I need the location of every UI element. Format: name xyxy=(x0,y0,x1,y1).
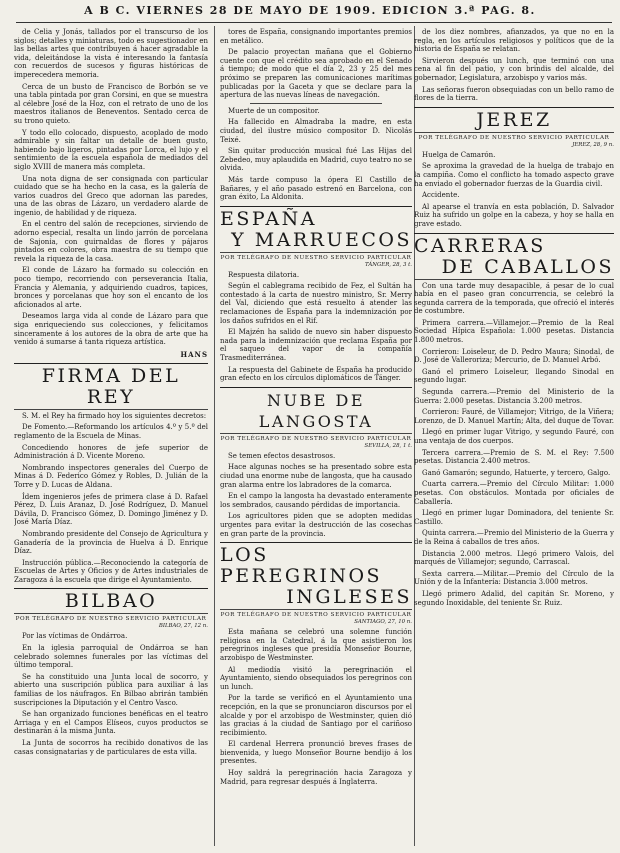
section-subtitle: DE CABALLOS xyxy=(441,255,614,278)
article-paragraph: Segunda carrera.—Premio del Ministerio de la Guerra: 2.000 pesetas. Distancia 3.200 metros. xyxy=(414,388,614,405)
article-paragraph: de los diez nombres, afianzados, ya que no en la regla, en los artículos religiosos y políticos que de la historia de España se relatan. xyxy=(414,28,614,54)
article-paragraph: Con una tarde muy desapacible, á pesar de lo cual había en el paseo gran concurrencia, se celebró la segunda carrera de la temporada, que ofreció el interés de costumbre. xyxy=(414,281,614,316)
article-paragraph: Distancia 2.000 metros. Llegó primero Valois, del marqués de Villamejor; segundo, Carrascal. xyxy=(414,549,614,567)
section-subtitle: Y MARRUECOS xyxy=(231,228,412,251)
section-title: LOS PEREGRINOS xyxy=(220,544,383,588)
article-paragraph: Ganó Gamarón; segundo, Hatuerte, y tercero, Galgo. xyxy=(422,468,611,477)
article-paragraph: Llegó en primer lugar Dominadora, del teniente Sr. Castillo. xyxy=(414,509,614,526)
article-paragraph: Cuarta carrera.—Premio del Círculo Militar: 1.000 pesetas. Con obstáculos. Montada por oficiales de Caballería. xyxy=(414,480,614,506)
section-title: ESPAÑA xyxy=(220,207,317,230)
article-paragraph: Instrucción pública.—Reconociendo la categoría de Escuelas de Artes y Oficios y de Artes industriales de Zaragoza á la escuela que dirige el Ayuntamiento. xyxy=(14,558,208,584)
article-paragraph: Se ha constituido una Junta local de socorro, y abierto una suscripción pública para auxiliar á las familias de los náufragos. En Bilbao abrirán también suscripciones la Diputación y el Centro Vasco. xyxy=(14,672,208,707)
article-paragraph: Deseamos larga vida al conde de Lázaro para que siga enriqueciendo sus colecciones, y felicitamos sinceramente á los autores de la obra de arte que ha venido á sumarse á tanta riqueza artística. xyxy=(14,312,208,347)
article-paragraph: La respuesta del Gabinete de España ha producido gran efecto en los círculos diplomáticos de Tánger. xyxy=(220,365,412,383)
byline: POR TELÉGRAFO DE NUESTRO SERVICIO PARTICULAR xyxy=(220,612,412,619)
article-paragraph: Llegó en primer lugar Vitrigo, y segundo Fauré, con una ventaja de dos cuerpos. xyxy=(414,428,614,445)
byline: POR TELÉGRAFO DE NUESTRO SERVICIO PARTICULAR xyxy=(220,254,412,261)
section-subtitle: INGLESES xyxy=(286,586,412,609)
section-title: BILBAO xyxy=(64,590,158,613)
article-paragraph: Las señoras fueron obsequiadas con un bello ramo de flores de la tierra. xyxy=(414,85,614,103)
dateline: SEVILLA, 28, 1 t. xyxy=(364,442,412,449)
article-paragraph: Por la tarde se verificó en el Ayuntamiento una recepción, en la que se pronunciaron discursos por el alcalde y por el arzobispo de Westminster, quien dió las gracias á la ciudad de Santiago por el cariñoso recibimiento. xyxy=(220,694,412,737)
article-paragraph: Se aproxima la gravedad de la huelga de trabajo en la campiña. Como el conflicto ha tomado aspecto grave ha enviado el gobernador fuerzas de la Guardia civil. xyxy=(414,162,614,188)
article-paragraph: Hace algunas noches se ha presentado sobre esta ciudad una enorme nube de langosta, que ha causado gran alarma entre los labradores de la comarca. xyxy=(220,463,412,489)
column-divider xyxy=(214,26,215,846)
article-paragraph: Accidente. xyxy=(422,191,460,200)
article-paragraph: De Fomento.—Reformando los artículos 4.º y 5.º del reglamento de la Escuela de Minas. xyxy=(14,423,208,440)
article-paragraph: Sirvieron después un lunch, que terminó con una cena al fin del patio, y con brindis del alcalde, del gobernador, Legislatura, arzobispo y varios más. xyxy=(414,56,614,82)
article-paragraph: La Junta de socorros ha recibido donativos de las casas consignatarias y de particulares de esta villa. xyxy=(14,739,208,756)
article-signature: HANS xyxy=(180,349,208,359)
section-firma xyxy=(14,363,208,410)
article-paragraph: Ídem ingenieros jefes de primera clase á D. Rafael Pérez, D. Luis Aranaz, D. José Rodríguez, D. Manuel Dávila, D. Francisco Gómez, D. Domingo Jiménez y D. José María Díaz. xyxy=(14,492,208,527)
article-paragraph: Por las víctimas de Ondárroa. xyxy=(22,632,128,641)
byline: POR TELÉGRAFO DE NUESTRO SERVICIO PARTICULAR xyxy=(418,134,610,141)
article-paragraph: El conde de Lázaro ha formado su colección en poco tiempo, recorriendo con perseverancia Italia, Francia y Alemania, y adquiriendo cuadros, tapices, bronces y porcelanas que hoy son el encanto de los aficionados al arte. xyxy=(14,266,208,309)
article-paragraph: Nombrando inspectores generales del Cuerpo de Minas á D. Federico Gómez y Robles, D. Julián de la Torre y D. Lucas de Aldana. xyxy=(14,463,208,489)
article-paragraph: Corrieron: Fauré, de Villamejor; Vitrigo, de la Viñera; Lorenzo, de D. Manuel Martín; Alta, del duque de Tovar. xyxy=(414,408,614,425)
article-paragraph: Llegó primero Adalid, del capitán Sr. Moreno, y segundo Inoxidable, del teniente Sr. Ruiz. xyxy=(414,589,614,607)
article-paragraph: Quinta carrera.—Premio del Ministerio de la Guerra y de la Reina á caballos de tres años. xyxy=(414,529,614,546)
article-paragraph: Tercera carrera.—Premio de S. M. el Rey: 7.500 pesetas. Distancia 2.400 metros. xyxy=(414,448,614,466)
section-jerez xyxy=(414,107,614,133)
dateline: TÁNGER, 28, 3 t. xyxy=(365,261,412,268)
article-paragraph: Y todo ello colocado, dispuesto, acoplado de modo admirable y sin faltar un detalle de buen gusto, habiendo bajo ligeros, pintadas por Lorca, el lujo y el sentimiento de la escuela española de mediados del siglo XVIII de manera más completa. xyxy=(14,128,208,171)
section-title: CARRERAS xyxy=(414,234,546,257)
section-bilbao xyxy=(14,588,208,614)
column-2 xyxy=(220,28,412,846)
dateline: BILBAO, 27, 12 n. xyxy=(158,623,208,630)
article-paragraph: Sexta carrera.—Militar.—Premio del Círculo de la Unión y de la Infantería: Distancia 3.000 metros. xyxy=(414,569,614,587)
separator xyxy=(250,103,382,104)
article-paragraph: Muerte de un compositor. xyxy=(228,106,320,115)
article-paragraph: Los agricultores piden que se adopten medidas urgentes para evitar la destrucción de las cosechas en gran parte de la provincia. xyxy=(220,512,412,538)
article-paragraph: Más tarde compuso la ópera El Castillo de Bañares, y el año pasado estrenó en Barcelona, con gran éxito, La Aldonita. xyxy=(220,175,412,202)
article-paragraph: En el centro del salón de recepciones, sirviendo de adorno especial, resalta un lindo jarrón de porcelana de Sajonia, con guirnaldas de flores y pájaros pintados en colores, obra maestra de su tiempo que revela la riqueza de la casa. xyxy=(14,220,208,263)
article-paragraph: tores de España, consignando importantes premios en metálico. xyxy=(220,28,412,45)
article-paragraph: Ganó el primero Loiseleur, llegando Sinodal en segundo lugar. xyxy=(414,367,614,385)
article-paragraph: Al mediodía visitó la peregrinación el Ayuntamiento, siendo obsequiados los peregrinos con un lunch. xyxy=(220,665,412,691)
article-paragraph: Concediendo honores de jefe superior de Administración á D. Vicente Moreno. xyxy=(14,443,208,461)
header-rule xyxy=(16,22,612,23)
column-3 xyxy=(414,28,614,846)
section-espana xyxy=(220,206,412,253)
article-paragraph: En la iglesia parroquial de Ondárroa se han celebrado solemnes funerales por las víctimas del último temporal. xyxy=(14,644,208,670)
article-paragraph: Hoy saldrá la peregrinación hacia Zaragoza y Madrid, para regresar después á Inglaterra. xyxy=(220,769,412,786)
article-paragraph: Al apearse el tranvía en esta población, D. Salvador Ruiz ha sufrido un golpe en la cabeza, y hoy se halla en grave estado. xyxy=(414,202,614,228)
article-paragraph: Cerca de un busto de Francisco de Borbón se ve una tabla pintada por gran Corsini, en que se muestra al célebre José de la Hoz, con el retrato de uno de los maestros italianos de Beneventos. Sentado cerca de su trono quieto. xyxy=(14,82,208,125)
section-title: NUBE DE LANGOSTA xyxy=(258,390,374,431)
article-paragraph: Corrieron: Loiseleur, de D. Pedro Maura; Sinodal, de D. José de Valleroriza; Mercurio, de D. Manuel Arbó. xyxy=(414,347,614,365)
article-paragraph: S. M. el Rey ha firmado hoy los siguientes decretos: xyxy=(22,411,207,420)
article-paragraph: Según el cablegrama recibido de Fez, el Sultán ha contestado á la carta de nuestro ministro, Sr. Merry del Val, diciendo que está resuelto á atender las reclamaciones de España para la indemnización por los daños sufridos en el Rif. xyxy=(220,282,412,325)
article-paragraph: Huelga de Camarón. xyxy=(422,150,496,159)
byline: POR TELÉGRAFO DE NUESTRO SERVICIO PARTICULAR xyxy=(220,435,412,442)
article-paragraph: Esta mañana se celebró una solemne función religiosa en la Catedral, á la que asistieron los peregrinos ingleses que presidía Monseñor Bourne, arzobispo de Westminster. xyxy=(220,628,412,662)
section-carreras xyxy=(414,233,614,280)
article-paragraph: El Majzén ha salido de nuevo sin haber dispuesto nada para la indemnización que reclama España por el saqueo del vapor de la compañía Trasmediterránea. xyxy=(220,328,412,363)
article-paragraph: Respuesta dilatoria. xyxy=(228,270,300,279)
article-paragraph: Se han organizado funciones benéficas en el teatro Arriaga y en el Campos Elíseos, cuyos productos se destinarán á la misma Junta. xyxy=(14,710,208,736)
article-paragraph: Nombrando presidente del Consejo de Agricultura y Ganadería de la provincia de Huelva á D. Enrique Díaz. xyxy=(14,529,208,556)
article-paragraph: De palacio proyectan mañana que el Gobierno cuente con que el crédito sea aprobado en el Senado á tiempo; de modo que el día 2, 23 y 25 del mes próximo se preparen las comunicaciones marítimas publicadas por la Gaceta y que se declare para la apertura de las nuevas líneas de navegación. xyxy=(220,48,412,100)
section-title: FIRMA DEL REY xyxy=(41,364,181,408)
article-paragraph: Primera carrera.—Villamejor.—Premio de la Real Sociedad Hípica Española: 1.000 pesetas. Distancia 1.800 metros. xyxy=(414,318,614,345)
article-paragraph: Ha fallecido en Almadraba la madre, en esta ciudad, del ilustre músico compositor D. Nicolás Teixé. xyxy=(220,118,412,144)
section-title: JEREZ xyxy=(476,108,552,131)
article-paragraph: Sin quitar producción musical fué Las Hijas del Zebedeo, muy aplaudida en Madrid, cuyo teatro no se olvida. xyxy=(220,147,412,173)
article-paragraph: El cardenal Herrera pronunció breves frases de bienvenida, y luego Monseñor Bourne bendijo á los presentes. xyxy=(220,740,412,766)
article-paragraph: Una nota digna de ser consignada con particular cuidado que se ha hecho en la casa, es la galería de varios cuadros del Greco que adornan las paredes, una de las obras de Lázaro, un verdadero alarde de ingenio, de habilidad y de riqueza. xyxy=(14,174,208,217)
dateline: JEREZ, 28, 9 n. xyxy=(572,141,614,148)
article-paragraph: Se temen efectos desastrosos. xyxy=(228,451,336,460)
running-head: A B C. VIERNES 28 DE MAYO DE 1909. EDICION 3.ª PAG. 8. xyxy=(84,4,536,17)
byline: POR TELÉGRAFO DE NUESTRO SERVICIO PARTICULAR xyxy=(15,616,207,623)
section-langosta xyxy=(220,387,412,434)
dateline: SANTIAGO, 27, 10 n. xyxy=(354,619,412,626)
section-peregrinos xyxy=(220,542,412,610)
article-paragraph: de Celia y Jonás, tallados por el transcurso de los siglos; detalles y miniaturas, todo es sugestionador en las bellas artes que contribuyen á hacer agradable la vida, deleitándose la vista é interesando la fantasía con recuerdos de sucesos y figuras históricas de imperecedera memoria. xyxy=(14,28,208,79)
column-1 xyxy=(14,28,208,846)
article-paragraph: En el campo la langosta ha devastado enteramente los sembrados, causando pérdidas de importancia. xyxy=(220,492,412,509)
